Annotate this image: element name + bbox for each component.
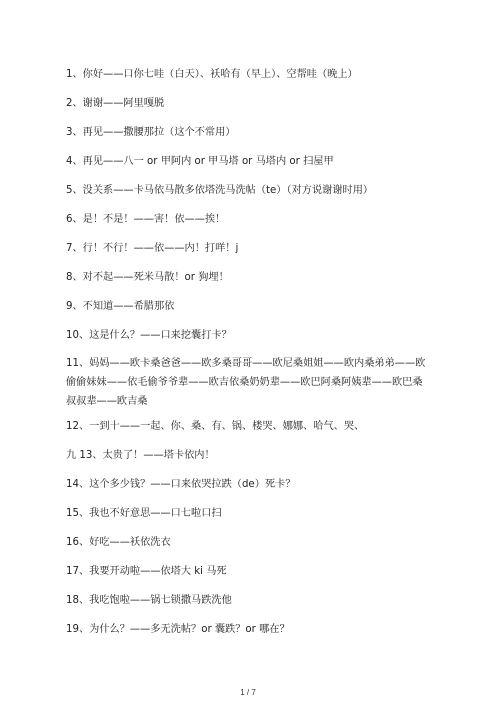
phrase-line-3: 3、再见——撒腰那拉（这个不常用）	[66, 127, 236, 138]
phrase-line-19: 19、为什么？——多无洗帖？or 囊跌？or 哪在？	[66, 624, 290, 635]
phrase-line-9: 9、不知道——希腊那依	[66, 301, 175, 312]
phrase-line-12: 12、一到十——一起、你、桑、有、锅、楼哭、娜娜、哈气、哭、	[66, 421, 365, 432]
phrase-line-5: 5、没关系——卡马依马散多依塔洗马洗帖（te）（对方说谢谢时用）	[66, 185, 374, 196]
page-number: 1 / 7	[240, 688, 256, 697]
phrase-line-15: 15、我也不好意思——口七啦口扫	[66, 508, 222, 519]
phrase-line-10: 10、这是什么？——口来挖囊打卡？	[66, 330, 232, 341]
phrase-line-13: 九 13、太贵了！——塔卡依内！	[66, 450, 215, 461]
phrase-line-14: 14、这个多少钱？——口来依哭拉跌（de）死卡？	[66, 479, 296, 490]
phrase-line-4: 4、再见——八一 or 甲阿内 or 甲马塔 or 马塔内 or 扫屋甲	[66, 156, 334, 167]
phrase-line-18: 18、我吃饱啦——锅七锁撒马跌洗他	[66, 595, 232, 606]
phrase-line-7: 7、行！不行！——依——内！打咩！j	[66, 243, 239, 254]
phrase-line-8: 8、对不起——死米马散！or 狗埋！	[66, 272, 229, 283]
phrase-line-6: 6、是！不是！——害！依——挨！	[66, 214, 226, 225]
phrase-line-17: 17、我要开动啦——依塔大 ki 马死	[66, 566, 227, 577]
phrase-line-11-family: 11、妈妈——欧卡桑爸爸——欧多桑哥哥——欧尼桑姐姐——欧内桑弟弟——欧偷偷妹妹——依毛偷爷爷辈——欧吉依桑奶奶辈——欧巴阿桑阿姨辈——欧巴桑叔叔辈——欧吉桑	[66, 358, 426, 407]
phrase-line-16: 16、好吃——袄依洗衣	[66, 537, 171, 548]
phrase-line-2: 2、谢谢——阿里嘎脱	[66, 98, 165, 109]
phrase-line-1: 1、你好——口你七哇（白天）、袄哈有（早上）、空帮哇（晚上）	[66, 69, 358, 80]
